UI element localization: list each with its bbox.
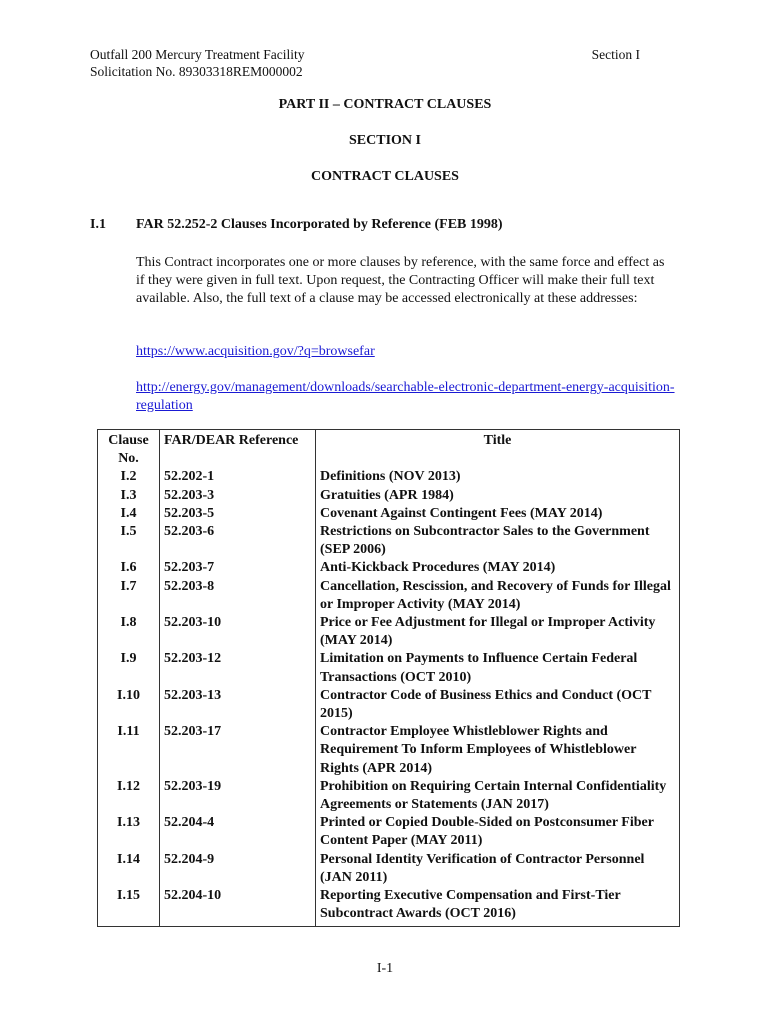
table-row [98,851,680,887]
reference-cell: 52.203-7 [160,559,316,577]
reference-cell: 52.203-12 [160,650,316,686]
reference-cell: 52.204-10 [160,887,316,927]
solicitation-number: Solicitation No. 89303318REM000002 [90,64,303,79]
title-cell: Personal Identity Verification of Contractor Personnel (JAN 2011) [316,851,680,887]
table-body [98,468,680,927]
clause-number-cell: I.4 [98,505,160,523]
contract-clauses-title: CONTRACT CLAUSES [311,169,459,184]
reference-cell: 52.203-8 [160,578,316,614]
energy-gov-link[interactable]: http://energy.gov/management/downloads/searchable-electronic-department-energy-acquisition-regulation [136,380,675,413]
reference-cell: 52.204-9 [160,851,316,887]
reference-cell: 52.203-19 [160,778,316,814]
header-clause-no: Clause No. [98,430,160,469]
header-section: Section I [591,47,640,62]
clause-number-cell: I.7 [98,578,160,614]
title-cell: Anti-Kickback Procedures (MAY 2014) [316,559,680,577]
title-cell: Contractor Code of Business Ethics and Conduct (OCT 2015) [316,687,680,723]
clause-title: FAR 52.252-2 Clauses Incorporated by Reference (FEB 1998) [136,217,503,232]
reference-cell: 52.203-5 [160,505,316,523]
table-row [98,887,680,927]
clause-number-cell: I.11 [98,723,160,778]
table-row [98,578,680,614]
reference-cell: 52.203-3 [160,487,316,505]
clause-number-cell: I.8 [98,614,160,650]
clause-number-cell: I.10 [98,687,160,723]
title-cell: Restrictions on Subcontractor Sales to the Government (SEP 2006) [316,523,680,559]
section-title: SECTION I [349,133,421,148]
reference-cell: 52.203-17 [160,723,316,778]
clause-number-cell: I.3 [98,487,160,505]
clauses-table [97,429,680,927]
clause-number-cell: I.12 [98,778,160,814]
energy-gov-link-wrapper [136,379,676,415]
title-cell: Cancellation, Rescission, and Recovery of Funds for Illegal or Improper Activity (MAY 2014) [316,578,680,614]
title-cell: Contractor Employee Whistleblower Rights and Requirement To Inform Employees of Whistleblower Rights (APR 2014) [316,723,680,778]
table-row [98,778,680,814]
clause-number: I.1 [90,217,106,232]
reference-cell: 52.203-6 [160,523,316,559]
title-cell: Printed or Copied Double-Sided on Postconsumer Fiber Content Paper (MAY 2011) [316,814,680,850]
table-row [98,614,680,650]
title-cell: Limitation on Payments to Influence Certain Federal Transactions (OCT 2010) [316,650,680,686]
acquisition-gov-link[interactable]: https://www.acquisition.gov/?q=browsefar [136,344,375,359]
table-row [98,487,680,505]
clause-number-cell: I.14 [98,851,160,887]
reference-cell: 52.204-4 [160,814,316,850]
reference-cell: 52.203-13 [160,687,316,723]
title-cell: Covenant Against Contingent Fees (MAY 2014) [316,505,680,523]
header-reference: FAR/DEAR Reference [160,430,316,469]
table-row [98,523,680,559]
reference-cell: 52.203-10 [160,614,316,650]
table-row [98,650,680,686]
clause-number-cell: I.6 [98,559,160,577]
clause-number-cell: I.9 [98,650,160,686]
clause-number-cell: I.13 [98,814,160,850]
title-cell: Price or Fee Adjustment for Illegal or Improper Activity (MAY 2014) [316,614,680,650]
page-number: I-1 [376,961,394,976]
clause-number-cell: I.5 [98,523,160,559]
title-cell: Definitions (NOV 2013) [316,468,680,486]
part-title: PART II – CONTRACT CLAUSES [278,97,492,112]
facility-name: Outfall 200 Mercury Treatment Facility [90,47,305,62]
table-header-row [98,430,680,469]
table-row [98,468,680,486]
table-row [98,559,680,577]
title-cell: Reporting Executive Compensation and First-Tier Subcontract Awards (OCT 2016) [316,887,680,927]
clause-number-cell: I.2 [98,468,160,486]
clause-number-cell: I.15 [98,887,160,927]
title-cell: Prohibition on Requiring Certain Internal Confidentiality Agreements or Statements (JAN 2017) [316,778,680,814]
reference-cell: 52.202-1 [160,468,316,486]
table-row [98,687,680,723]
table-row [98,723,680,778]
clause-paragraph: This Contract incorporates one or more clauses by reference, with the same force and effect as if they were given in full text. Upon request, the Contracting Officer will make their full text available. Also, the full text of a clause may be accessed electronically at these addresses: [136,255,665,307]
table-row [98,505,680,523]
header-left [90,46,304,80]
title-cell: Gratuities (APR 1984) [316,487,680,505]
header-title: Title [316,430,680,469]
table-row [98,814,680,850]
